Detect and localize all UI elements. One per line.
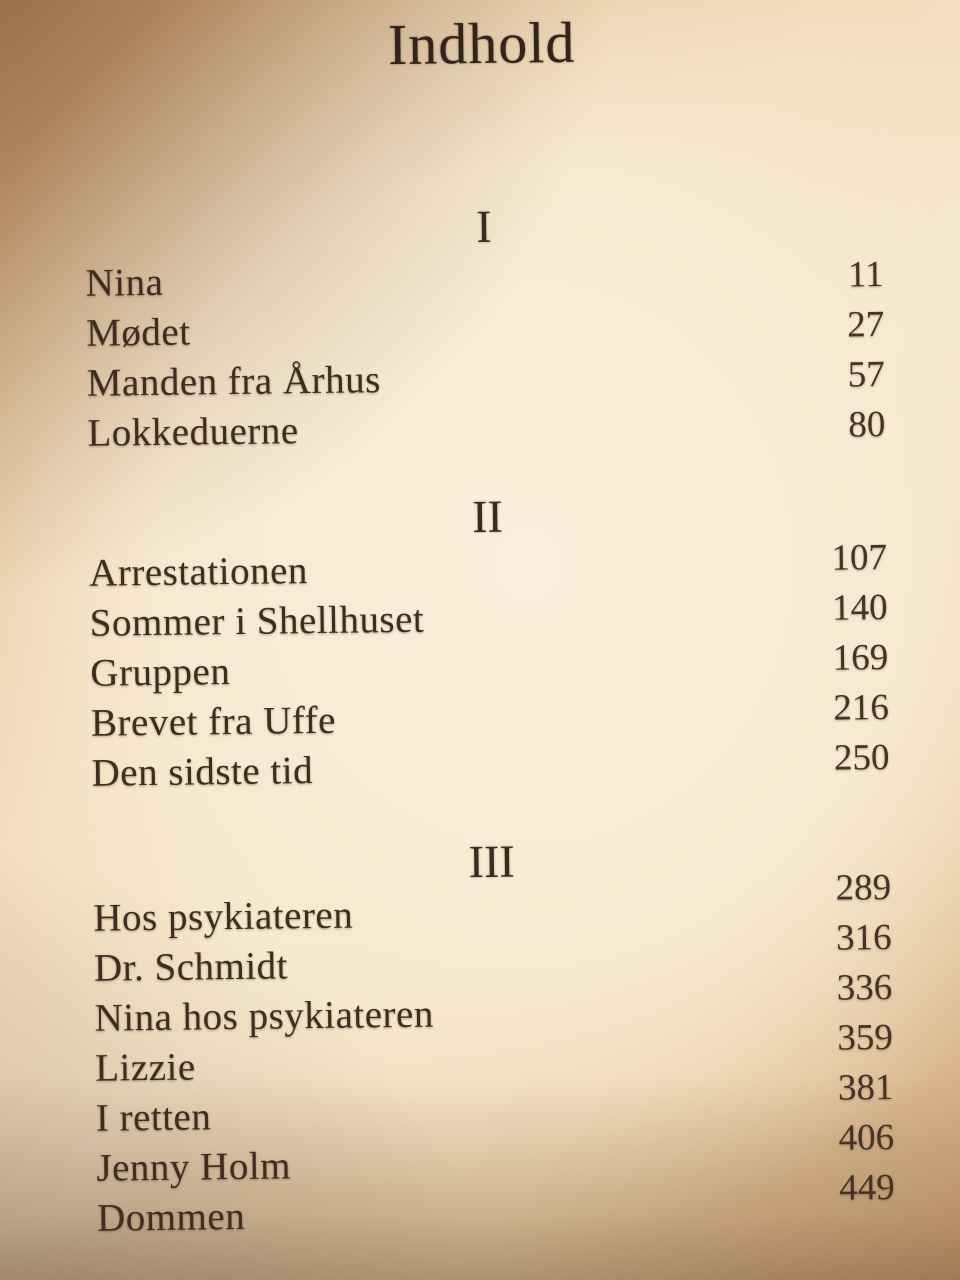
- entry-title: Brevet fra Uffe: [90, 698, 337, 745]
- entry-page-number: 169: [832, 637, 889, 679]
- entry-title: Dommen: [96, 1194, 246, 1240]
- entry-title: Nina hos psykiateren: [94, 992, 435, 1040]
- entry-page-number: 289: [835, 866, 892, 909]
- page-title: Indhold: [387, 9, 576, 78]
- entry-page-number: 216: [833, 687, 890, 729]
- entry-title: Nina: [85, 260, 164, 305]
- entry-title: Mødet: [85, 310, 191, 355]
- section-numeral: III: [468, 835, 515, 888]
- entry-title: I retten: [95, 1095, 212, 1140]
- entry-page-number: 57: [847, 354, 886, 396]
- toc-section-II: [88, 484, 890, 799]
- entry-title: Arrestationen: [88, 549, 309, 595]
- toc-section-I: [85, 194, 886, 459]
- entry-title: Sommer i Shellhuset: [89, 597, 425, 645]
- entry-page-number: 336: [836, 966, 893, 1009]
- entry-title: Den sidste tid: [91, 749, 314, 795]
- section-numeral: II: [471, 490, 504, 543]
- entry-page-number: 27: [846, 304, 885, 346]
- entry-title: Manden fra Århus: [86, 358, 381, 405]
- entry-title: Jenny Holm: [96, 1144, 292, 1190]
- entry-title: Lizzie: [94, 1045, 196, 1090]
- entry-page-number: 80: [848, 404, 886, 446]
- entry-page-number: 11: [847, 254, 884, 296]
- entry-page-number: 449: [838, 1166, 895, 1209]
- entry-page-number: 107: [831, 537, 888, 579]
- entry-title: Hos psykiateren: [93, 893, 354, 940]
- entry-title: Lokkeduerne: [87, 409, 299, 455]
- toc-section-III: [92, 829, 895, 1244]
- entry-page-number: 250: [833, 737, 890, 779]
- section-numeral: I: [475, 200, 492, 253]
- entry-page-number: 406: [838, 1116, 895, 1159]
- entry-title: Dr. Schmidt: [93, 944, 289, 990]
- toc-entry: [87, 399, 886, 459]
- entry-page-number: 359: [837, 1016, 894, 1059]
- entry-title: Gruppen: [90, 650, 231, 695]
- entry-page-number: 381: [837, 1066, 894, 1109]
- entry-page-number: 316: [835, 916, 892, 959]
- toc-entry: [91, 739, 890, 799]
- entry-page-number: 140: [831, 587, 888, 629]
- toc-sections: [85, 194, 896, 1244]
